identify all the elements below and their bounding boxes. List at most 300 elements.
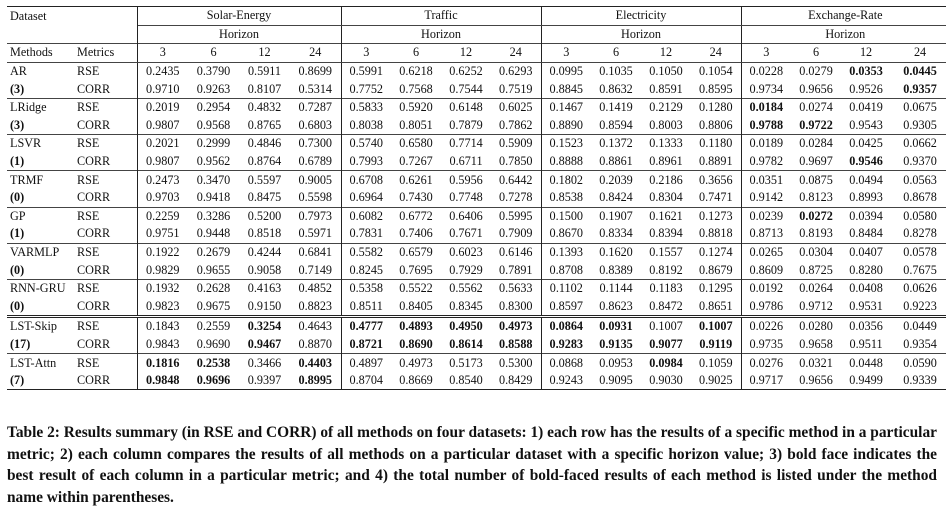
value-cell: 0.1932 bbox=[137, 279, 188, 297]
bold-count: (3) bbox=[10, 81, 25, 96]
bold-count: (7) bbox=[7, 372, 75, 390]
value-cell: 0.9734 bbox=[749, 81, 784, 96]
value-cell: 0.0875 bbox=[791, 171, 841, 189]
horizon-value: 24 bbox=[491, 44, 541, 63]
value-cell: 0.9370 bbox=[903, 154, 937, 169]
value-cell: 0.8708 bbox=[549, 262, 584, 277]
value-cell: 0.9030 bbox=[641, 372, 691, 390]
value-cell: 0.1280 bbox=[691, 98, 741, 116]
value-cell: 0.9807 bbox=[145, 154, 180, 169]
value-cell: 0.1922 bbox=[137, 243, 188, 261]
value-cell: 0.2473 bbox=[137, 171, 188, 189]
value-cell: 0.1802 bbox=[541, 171, 591, 189]
value-cell: 0.8484 bbox=[849, 226, 883, 241]
horizon-value: 6 bbox=[591, 44, 641, 63]
value-cell: 0.8278 bbox=[903, 226, 937, 241]
value-cell: 0.9703 bbox=[145, 190, 180, 205]
value-cell: 0.5200 bbox=[239, 207, 290, 225]
value-cell: 0.1295 bbox=[691, 279, 741, 297]
value-cell: 0.7278 bbox=[491, 189, 541, 207]
value-cell: 0.1054 bbox=[691, 62, 741, 80]
value-cell: 0.6803 bbox=[290, 117, 341, 135]
value-cell: 0.5300 bbox=[491, 354, 541, 372]
value-cell: 0.1102 bbox=[541, 279, 591, 297]
value-cell: 0.7149 bbox=[290, 261, 341, 279]
value-cell: 0.5633 bbox=[491, 279, 541, 297]
table-row bbox=[7, 117, 946, 135]
value-cell: 0.1007 bbox=[691, 317, 741, 336]
table-row bbox=[7, 135, 946, 153]
value-cell: 0.6708 bbox=[341, 171, 391, 189]
value-cell: 0.8193 bbox=[799, 226, 833, 241]
value-cell: 0.1620 bbox=[591, 243, 641, 261]
metric-name: RSE bbox=[75, 171, 137, 189]
value-cell: 0.9263 bbox=[196, 81, 231, 96]
value-cell: 0.6293 bbox=[491, 62, 541, 80]
value-cell: 0.5358 bbox=[341, 279, 391, 297]
header-row-columns bbox=[7, 44, 946, 63]
method-name: LST-Attn bbox=[7, 354, 75, 372]
value-cell: 0.8345 bbox=[449, 298, 483, 313]
value-cell: 0.0280 bbox=[791, 317, 841, 336]
value-cell: 0.7300 bbox=[290, 135, 341, 153]
value-cell: 0.2021 bbox=[137, 135, 188, 153]
value-cell: 0.2559 bbox=[188, 317, 239, 336]
value-cell: 0.0228 bbox=[741, 62, 791, 80]
value-cell: 0.9397 bbox=[239, 372, 290, 390]
value-cell: 0.9005 bbox=[290, 171, 341, 189]
value-cell: 0.5582 bbox=[341, 243, 391, 261]
value-cell: 0.1393 bbox=[541, 243, 591, 261]
metric-name: CORR bbox=[75, 225, 137, 243]
value-cell: 0.7287 bbox=[290, 98, 341, 116]
value-cell: 0.8699 bbox=[290, 62, 341, 80]
value-cell: 0.0449 bbox=[891, 317, 946, 336]
value-cell: 0.1500 bbox=[541, 207, 591, 225]
value-cell: 0.2628 bbox=[188, 279, 239, 297]
value-cell: 0.8389 bbox=[599, 262, 633, 277]
horizon-value: 6 bbox=[391, 44, 441, 63]
value-cell: 0.7714 bbox=[441, 135, 491, 153]
metric-name: RSE bbox=[75, 207, 137, 225]
value-cell: 0.4846 bbox=[239, 135, 290, 153]
value-cell: 0.9095 bbox=[591, 372, 641, 390]
bold-count: (1) bbox=[10, 226, 25, 241]
value-cell: 0.9418 bbox=[196, 190, 231, 205]
value-cell: 0.2954 bbox=[188, 98, 239, 116]
value-cell: 0.6148 bbox=[441, 98, 491, 116]
value-cell: 0.1816 bbox=[137, 354, 188, 372]
value-cell: 0.7671 bbox=[449, 226, 483, 241]
value-cell: 0.9717 bbox=[741, 372, 791, 390]
value-cell: 0.6261 bbox=[391, 171, 441, 189]
bold-count: (3) bbox=[10, 117, 25, 132]
value-cell: 0.9526 bbox=[849, 81, 883, 96]
value-cell: 0.0276 bbox=[741, 354, 791, 372]
value-cell: 0.0425 bbox=[841, 135, 891, 153]
value-cell: 0.9119 bbox=[691, 336, 741, 354]
value-cell: 0.8806 bbox=[691, 117, 741, 135]
table-row bbox=[7, 317, 946, 336]
method-name: VARMLP bbox=[7, 243, 75, 261]
horizon-value: 24 bbox=[691, 44, 741, 63]
value-cell: 0.1467 bbox=[541, 98, 591, 116]
value-cell: 0.9150 bbox=[247, 298, 282, 313]
value-cell: 0.0445 bbox=[891, 62, 946, 80]
dataset-name: Exchange-Rate bbox=[741, 7, 946, 26]
value-cell: 0.1419 bbox=[591, 98, 641, 116]
value-cell: 0.9675 bbox=[196, 298, 231, 313]
value-cell: 0.8614 bbox=[449, 336, 483, 351]
value-cell: 0.7879 bbox=[449, 117, 483, 132]
bold-count: (1) bbox=[10, 154, 25, 169]
value-cell: 0.1273 bbox=[691, 207, 741, 225]
value-cell: 0.9722 bbox=[799, 117, 833, 132]
value-cell: 0.9735 bbox=[749, 336, 784, 351]
value-cell: 0.5971 bbox=[290, 225, 341, 243]
value-cell: 0.6580 bbox=[391, 135, 441, 153]
table-row bbox=[7, 243, 946, 261]
value-cell: 0.7891 bbox=[491, 261, 541, 279]
horizon-value: 12 bbox=[239, 44, 290, 63]
value-cell: 0.8511 bbox=[349, 298, 383, 313]
method-name: LSVR bbox=[7, 135, 75, 153]
value-cell: 0.2435 bbox=[137, 62, 188, 80]
value-cell: 0.9697 bbox=[799, 154, 833, 169]
table-row bbox=[7, 207, 946, 225]
value-cell: 0.0272 bbox=[791, 207, 841, 225]
value-cell: 0.7267 bbox=[399, 154, 433, 169]
value-cell: 0.1144 bbox=[591, 279, 641, 297]
value-cell: 0.8961 bbox=[649, 154, 683, 169]
value-cell: 0.0931 bbox=[591, 317, 641, 336]
header-row-horizon bbox=[7, 25, 946, 44]
value-cell: 0.0419 bbox=[841, 98, 891, 116]
value-cell: 0.6442 bbox=[491, 171, 541, 189]
value-cell: 0.8051 bbox=[399, 117, 433, 132]
results-table-container bbox=[7, 6, 939, 390]
value-cell: 0.8518 bbox=[247, 226, 282, 241]
methods-header: Methods bbox=[7, 44, 75, 63]
metric-name: CORR bbox=[75, 80, 137, 98]
value-cell: 0.6789 bbox=[290, 153, 341, 171]
bold-count: (0) bbox=[10, 190, 25, 205]
method-name: RNN-GRU bbox=[7, 279, 75, 297]
value-cell: 0.8595 bbox=[691, 80, 741, 98]
table-row bbox=[7, 354, 946, 372]
value-cell: 0.2999 bbox=[188, 135, 239, 153]
value-cell: 0.0184 bbox=[741, 98, 791, 116]
value-cell: 0.9829 bbox=[145, 262, 180, 277]
table-row bbox=[7, 336, 946, 354]
dataset-header: Dataset bbox=[7, 7, 75, 26]
value-cell: 0.7831 bbox=[349, 226, 384, 241]
value-cell: 0.1843 bbox=[137, 317, 188, 336]
horizon-value: 3 bbox=[137, 44, 188, 63]
value-cell: 0.4973 bbox=[491, 317, 541, 336]
value-cell: 0.0626 bbox=[891, 279, 946, 297]
value-cell: 0.3790 bbox=[188, 62, 239, 80]
value-cell: 0.8540 bbox=[441, 372, 491, 390]
value-cell: 0.0394 bbox=[841, 207, 891, 225]
value-cell: 0.0864 bbox=[541, 317, 591, 336]
value-cell: 0.5562 bbox=[441, 279, 491, 297]
value-cell: 0.9511 bbox=[849, 336, 883, 351]
value-cell: 0.8764 bbox=[247, 154, 282, 169]
value-cell: 0.8394 bbox=[649, 226, 683, 241]
value-cell: 0.8334 bbox=[599, 226, 633, 241]
value-cell: 0.7862 bbox=[491, 117, 541, 135]
value-cell: 0.9788 bbox=[749, 117, 784, 132]
value-cell: 0.9058 bbox=[247, 262, 282, 277]
value-cell: 0.4893 bbox=[391, 317, 441, 336]
value-cell: 0.6841 bbox=[290, 243, 341, 261]
value-cell: 0.6023 bbox=[441, 243, 491, 261]
value-cell: 0.0321 bbox=[791, 354, 841, 372]
value-cell: 0.9135 bbox=[599, 336, 633, 351]
horizon-value: 3 bbox=[341, 44, 391, 63]
value-cell: 0.1523 bbox=[541, 135, 591, 153]
dataset-name: Electricity bbox=[541, 7, 741, 26]
value-cell: 0.8304 bbox=[649, 190, 683, 205]
value-cell: 0.3254 bbox=[239, 317, 290, 336]
value-cell: 0.5522 bbox=[391, 279, 441, 297]
bold-count: (0) bbox=[10, 262, 25, 277]
value-cell: 0.8038 bbox=[349, 117, 384, 132]
value-cell: 0.9710 bbox=[145, 81, 180, 96]
value-cell: 0.0304 bbox=[791, 243, 841, 261]
value-cell: 0.3470 bbox=[188, 171, 239, 189]
horizon-label: Horizon bbox=[825, 26, 866, 41]
value-cell: 0.9357 bbox=[903, 81, 937, 96]
value-cell: 0.8651 bbox=[691, 298, 741, 317]
value-cell: 0.8588 bbox=[491, 336, 541, 354]
value-cell: 0.8765 bbox=[247, 117, 282, 132]
value-cell: 0.8870 bbox=[290, 336, 341, 354]
bold-count: (17) bbox=[10, 336, 31, 351]
value-cell: 0.7850 bbox=[491, 153, 541, 171]
metric-name: CORR bbox=[75, 336, 137, 354]
value-cell: 0.9658 bbox=[799, 336, 833, 351]
value-cell: 0.9025 bbox=[691, 372, 741, 390]
value-cell: 0.9543 bbox=[849, 117, 883, 132]
value-cell: 0.0590 bbox=[891, 354, 946, 372]
value-cell: 0.8623 bbox=[599, 298, 633, 313]
results-table bbox=[7, 6, 946, 390]
value-cell: 0.9696 bbox=[188, 372, 239, 390]
value-cell: 0.8424 bbox=[599, 190, 633, 205]
method-name: LST-Skip bbox=[7, 317, 75, 336]
value-cell: 0.8003 bbox=[649, 117, 683, 132]
table-row bbox=[7, 80, 946, 98]
value-cell: 0.8669 bbox=[391, 372, 441, 390]
value-cell: 0.6711 bbox=[449, 154, 483, 169]
method-name: TRMF bbox=[7, 171, 75, 189]
value-cell: 0.8845 bbox=[549, 81, 584, 96]
value-cell: 0.9467 bbox=[247, 336, 282, 351]
value-cell: 0.2679 bbox=[188, 243, 239, 261]
metrics-header: Metrics bbox=[75, 44, 137, 63]
value-cell: 0.7993 bbox=[349, 154, 384, 169]
metric-name: RSE bbox=[75, 98, 137, 116]
value-cell: 0.0578 bbox=[891, 243, 946, 261]
value-cell: 0.7568 bbox=[399, 81, 433, 96]
value-cell: 0.9354 bbox=[903, 336, 937, 351]
value-cell: 0.8725 bbox=[799, 262, 833, 277]
horizon-value: 24 bbox=[891, 44, 946, 63]
value-cell: 0.5909 bbox=[491, 135, 541, 153]
horizon-value: 12 bbox=[441, 44, 491, 63]
value-cell: 0.1183 bbox=[641, 279, 691, 297]
value-cell: 0.2129 bbox=[641, 98, 691, 116]
value-cell: 0.5740 bbox=[341, 135, 391, 153]
value-cell: 0.9562 bbox=[196, 154, 231, 169]
value-cell: 0.1372 bbox=[591, 135, 641, 153]
value-cell: 0.2538 bbox=[188, 354, 239, 372]
value-cell: 0.8429 bbox=[491, 372, 541, 390]
value-cell: 0.0675 bbox=[891, 98, 946, 116]
table-row bbox=[7, 279, 946, 297]
value-cell: 0.6082 bbox=[341, 207, 391, 225]
table-row bbox=[7, 189, 946, 207]
table-row bbox=[7, 171, 946, 189]
metric-name: CORR bbox=[75, 261, 137, 279]
value-cell: 0.8300 bbox=[491, 298, 541, 317]
value-cell: 0.8472 bbox=[649, 298, 683, 313]
value-cell: 0.7471 bbox=[691, 189, 741, 207]
value-cell: 0.0239 bbox=[741, 207, 791, 225]
value-cell: 0.9077 bbox=[649, 336, 683, 351]
value-cell: 0.9843 bbox=[145, 336, 180, 351]
value-cell: 0.3466 bbox=[239, 354, 290, 372]
value-cell: 0.8475 bbox=[247, 190, 282, 205]
table-row bbox=[7, 261, 946, 279]
value-cell: 0.7430 bbox=[399, 190, 433, 205]
value-cell: 0.1050 bbox=[641, 62, 691, 80]
table-row bbox=[7, 62, 946, 80]
horizon-value: 24 bbox=[290, 44, 341, 63]
method-name: LRidge bbox=[7, 98, 75, 116]
value-cell: 0.4832 bbox=[239, 98, 290, 116]
method-name: AR bbox=[7, 62, 75, 80]
metric-name: RSE bbox=[75, 279, 137, 297]
value-cell: 0.8632 bbox=[599, 81, 633, 96]
horizon-value: 6 bbox=[188, 44, 239, 63]
metric-name: CORR bbox=[75, 189, 137, 207]
value-cell: 0.3656 bbox=[691, 171, 741, 189]
value-cell: 0.9448 bbox=[196, 226, 231, 241]
value-cell: 0.1621 bbox=[641, 207, 691, 225]
value-cell: 0.8888 bbox=[549, 154, 584, 169]
horizon-value: 6 bbox=[791, 44, 841, 63]
metric-name: CORR bbox=[75, 372, 137, 390]
value-cell: 0.4163 bbox=[239, 279, 290, 297]
value-cell: 0.5833 bbox=[341, 98, 391, 116]
value-cell: 0.7929 bbox=[449, 262, 483, 277]
value-cell: 0.5956 bbox=[441, 171, 491, 189]
table-row bbox=[7, 98, 946, 116]
value-cell: 0.8678 bbox=[903, 190, 937, 205]
value-cell: 0.9339 bbox=[891, 372, 946, 390]
value-cell: 0.7519 bbox=[491, 80, 541, 98]
value-cell: 0.6252 bbox=[441, 62, 491, 80]
value-cell: 0.8690 bbox=[399, 336, 433, 351]
value-cell: 0.5911 bbox=[239, 62, 290, 80]
value-cell: 0.6025 bbox=[491, 98, 541, 116]
value-cell: 0.4973 bbox=[391, 354, 441, 372]
value-cell: 0.0284 bbox=[791, 135, 841, 153]
value-cell: 0.2186 bbox=[641, 171, 691, 189]
value-cell: 0.1035 bbox=[591, 62, 641, 80]
value-cell: 0.9712 bbox=[799, 298, 833, 313]
metric-name: RSE bbox=[75, 354, 137, 372]
value-cell: 0.0192 bbox=[741, 279, 791, 297]
value-cell: 0.2259 bbox=[137, 207, 188, 225]
value-cell: 0.8405 bbox=[399, 298, 433, 313]
value-cell: 0.8597 bbox=[549, 298, 584, 313]
value-cell: 0.6579 bbox=[391, 243, 441, 261]
value-cell: 0.2039 bbox=[591, 171, 641, 189]
value-cell: 0.0265 bbox=[741, 243, 791, 261]
value-cell: 0.0953 bbox=[591, 354, 641, 372]
value-cell: 0.8609 bbox=[749, 262, 784, 277]
value-cell: 0.9782 bbox=[749, 154, 784, 169]
value-cell: 0.8861 bbox=[599, 154, 633, 169]
value-cell: 0.0274 bbox=[791, 98, 841, 116]
table-row bbox=[7, 372, 946, 390]
value-cell: 0.9655 bbox=[196, 262, 231, 277]
value-cell: 0.5991 bbox=[341, 62, 391, 80]
horizon-value: 3 bbox=[541, 44, 591, 63]
value-cell: 0.8280 bbox=[849, 262, 883, 277]
value-cell: 0.9546 bbox=[849, 154, 883, 169]
header-row-datasets bbox=[7, 7, 946, 26]
value-cell: 0.9848 bbox=[137, 372, 188, 390]
value-cell: 0.7973 bbox=[290, 207, 341, 225]
value-cell: 0.8891 bbox=[691, 153, 741, 171]
value-cell: 0.8679 bbox=[691, 261, 741, 279]
table-row bbox=[7, 298, 946, 317]
value-cell: 0.5597 bbox=[239, 171, 290, 189]
value-cell: 0.0264 bbox=[791, 279, 841, 297]
metric-name: CORR bbox=[75, 153, 137, 171]
table-row bbox=[7, 153, 946, 171]
value-cell: 0.8670 bbox=[549, 226, 584, 241]
value-cell: 0.8245 bbox=[349, 262, 384, 277]
value-cell: 0.4852 bbox=[290, 279, 341, 297]
value-cell: 0.0407 bbox=[841, 243, 891, 261]
value-cell: 0.8995 bbox=[290, 372, 341, 390]
value-cell: 0.9823 bbox=[145, 298, 180, 313]
value-cell: 0.5314 bbox=[290, 80, 341, 98]
metric-name: RSE bbox=[75, 62, 137, 80]
value-cell: 0.9531 bbox=[849, 298, 883, 313]
value-cell: 0.9690 bbox=[196, 336, 231, 351]
value-cell: 0.0563 bbox=[891, 171, 946, 189]
value-cell: 0.7695 bbox=[399, 262, 433, 277]
value-cell: 0.1333 bbox=[641, 135, 691, 153]
value-cell: 0.5920 bbox=[391, 98, 441, 116]
value-cell: 0.8704 bbox=[341, 372, 391, 390]
value-cell: 0.9656 bbox=[791, 372, 841, 390]
value-cell: 0.0868 bbox=[541, 354, 591, 372]
value-cell: 0.9499 bbox=[841, 372, 891, 390]
value-cell: 0.0356 bbox=[841, 317, 891, 336]
value-cell: 0.9243 bbox=[541, 372, 591, 390]
dataset-name: Traffic bbox=[341, 7, 541, 26]
value-cell: 0.8721 bbox=[349, 336, 384, 351]
value-cell: 0.4950 bbox=[441, 317, 491, 336]
